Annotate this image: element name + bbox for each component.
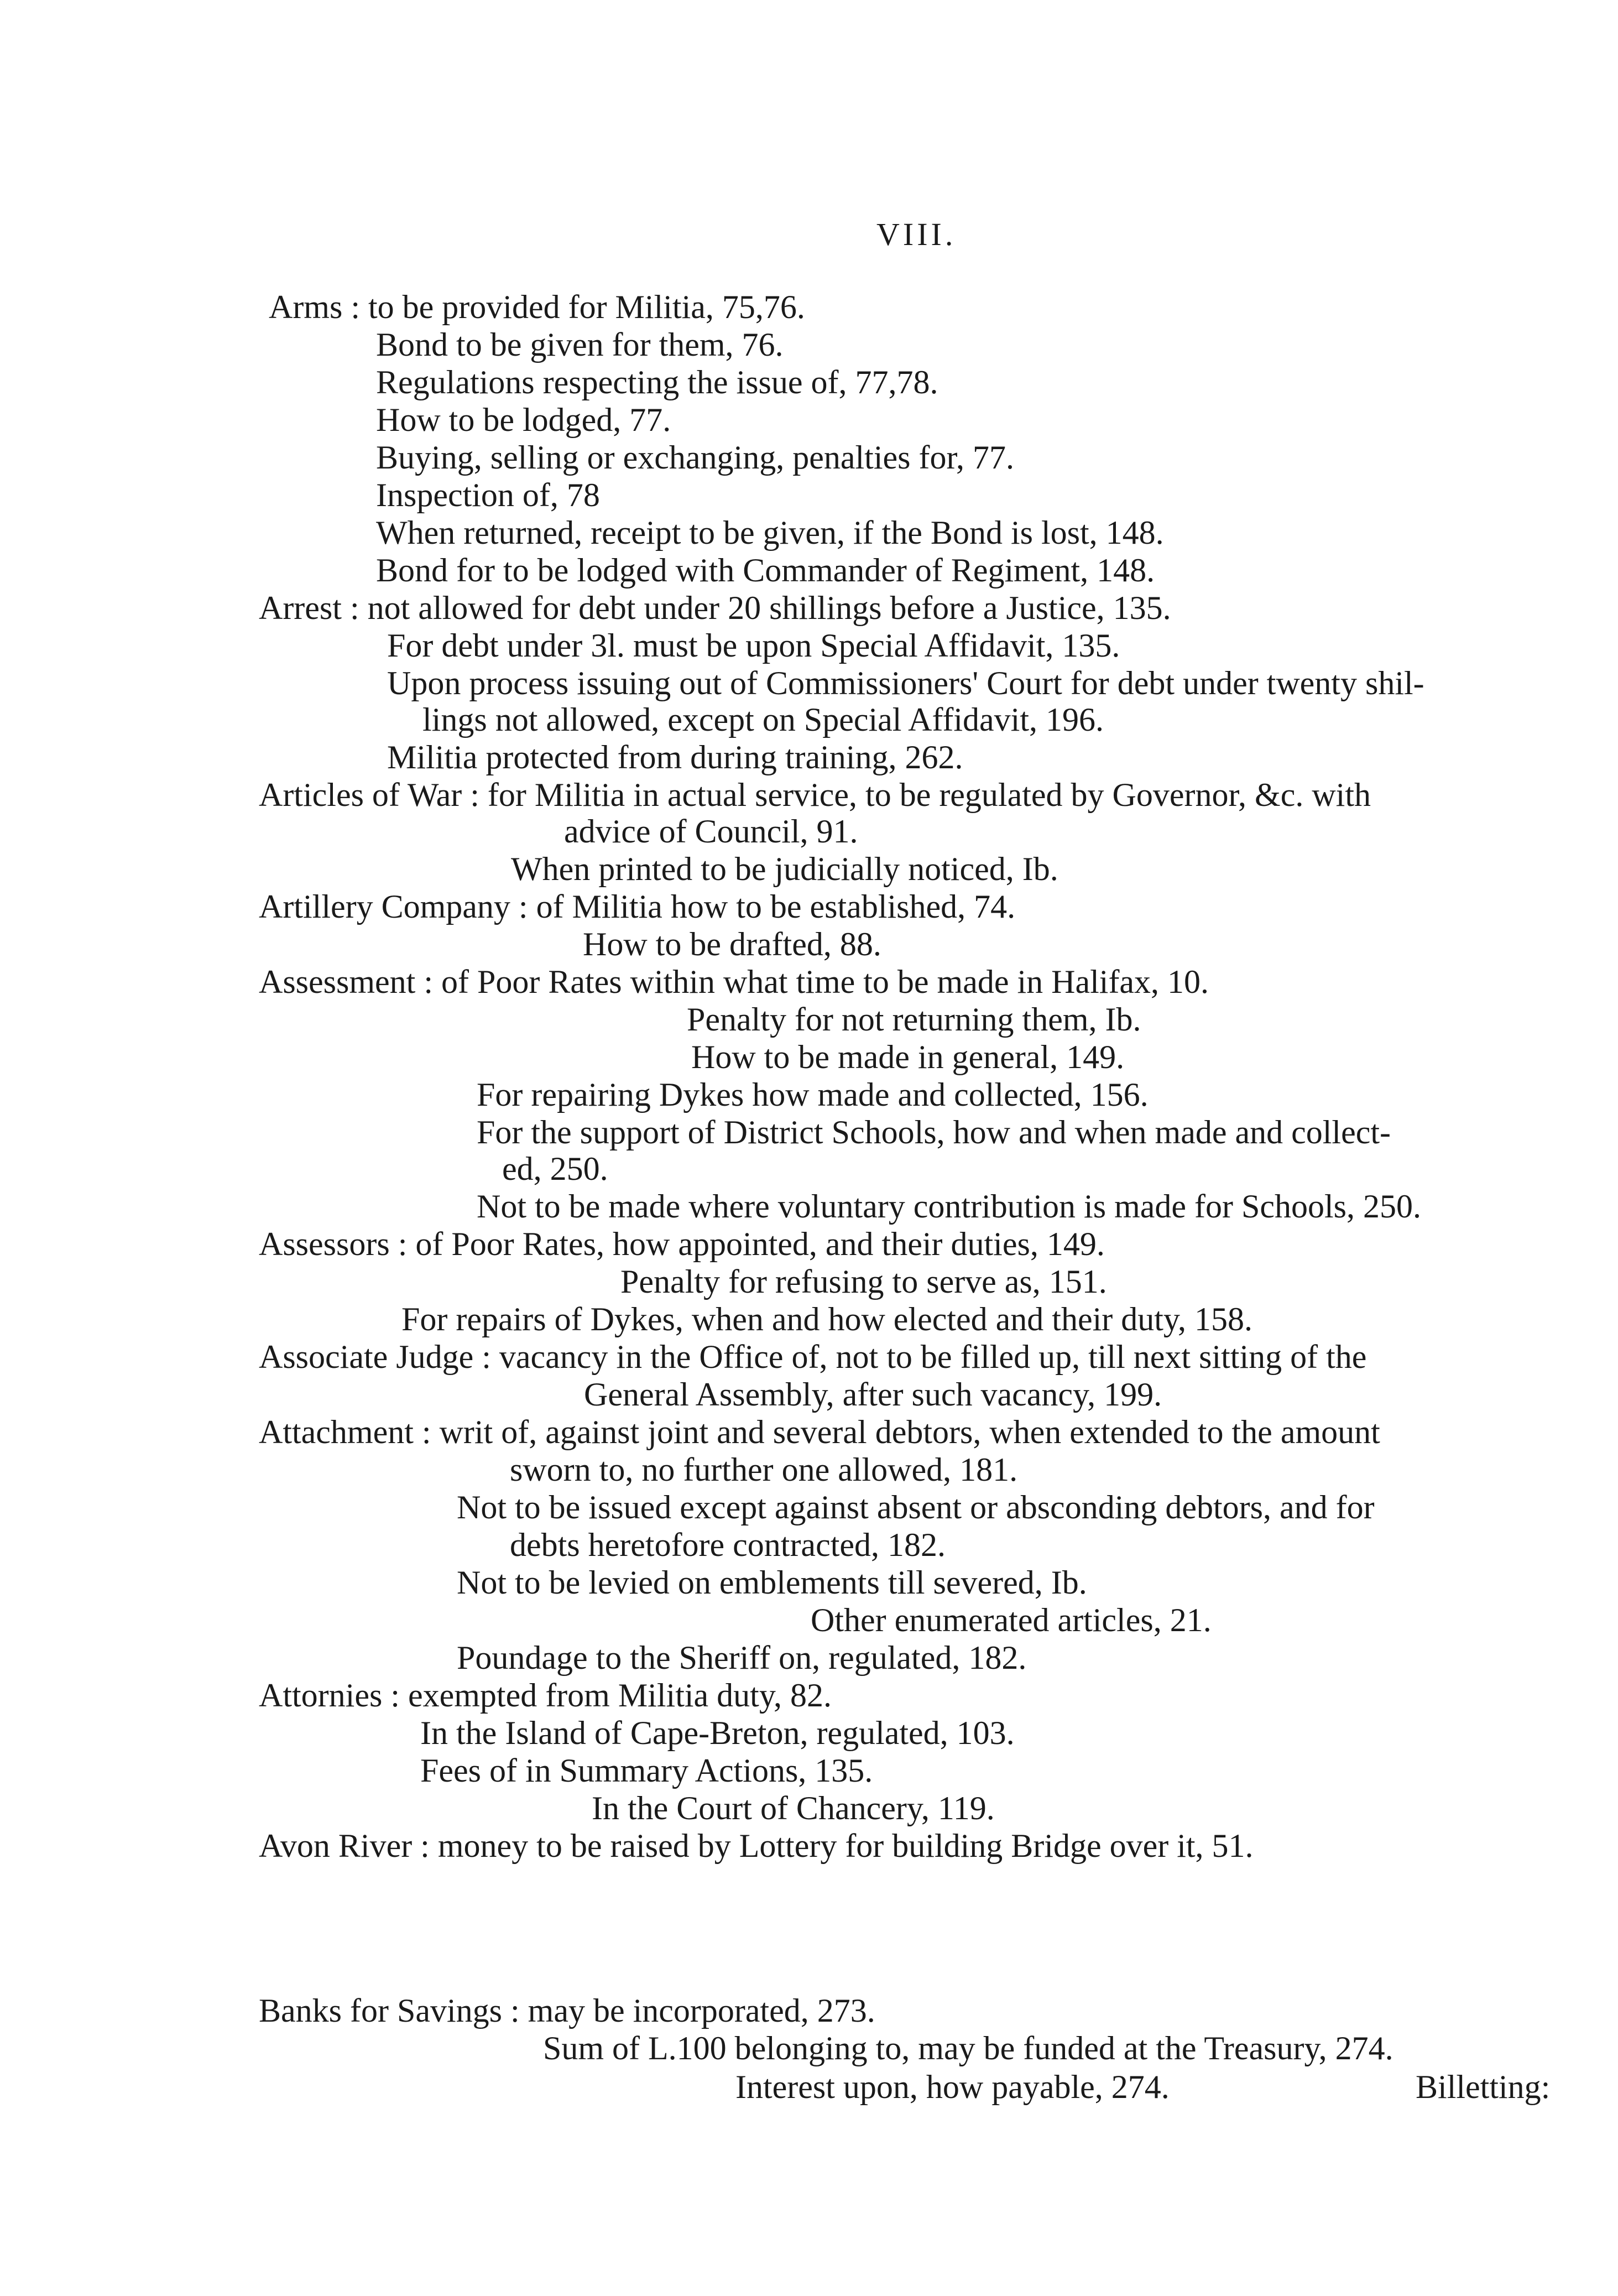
sub-entry: Not to be made where voluntary contribution is made for Schools, 250. (477, 1188, 1421, 1225)
sub-entry: Not to be issued except against absent or absconding debtors, and for (457, 1489, 1375, 1526)
sub-entry: Regulations respecting the issue of, 77,78. (376, 364, 938, 400)
sub-entry: How to be drafted, 88. (583, 926, 881, 962)
catchword: Billetting: (1416, 2069, 1551, 2105)
sub-entry: When returned, receipt to be given, if the Bond is lost, 148. (376, 514, 1164, 551)
sub-entry: Bond for to be lodged with Commander of Regiment, 148. (376, 552, 1155, 589)
sub-entry: Inspection of, 78 (376, 477, 600, 513)
entry-artillery-company: Artillery Company : of Militia how to be established, 74. (259, 888, 1016, 925)
continuation-line: lings not allowed, except on Special Affidavit, 196. (422, 701, 1104, 738)
sub-entry: Buying, selling or exchanging, penalties for, 77. (376, 439, 1015, 476)
sub-entry: Other enumerated articles, 21. (811, 1602, 1212, 1638)
sub-entry: In the Court of Chancery, 119. (592, 1790, 995, 1826)
page-number: VIII. (876, 216, 957, 252)
entry-associate-judge: Associate Judge : vacancy in the Office of, not to be filled up, till next sitting of the (259, 1339, 1367, 1375)
entry-banks-for-savings: Banks for Savings : may be incorporated, 273. (259, 1992, 875, 2029)
sub-entry: Militia protected from during training, 262. (387, 739, 963, 775)
sub-entry: When printed to be judicially noticed, Ib. (511, 851, 1058, 887)
continuation-line: General Assembly, after such vacancy, 199. (584, 1376, 1162, 1413)
sub-entry: For repairs of Dykes, when and how elected and their duty, 158. (401, 1301, 1253, 1337)
entry-assessors: Assessors : of Poor Rates, how appointed, and their duties, 149. (259, 1226, 1105, 1262)
sub-entry: Not to be levied on emblements till severed, Ib. (457, 1564, 1087, 1601)
continuation-line: ed, 250. (502, 1150, 608, 1187)
sub-entry: Upon process issuing out of Commissioners' Court for debt under twenty shil- (387, 665, 1424, 701)
sub-entry: For the support of District Schools, how and when made and collect- (477, 1114, 1391, 1150)
entry-avon-river: Avon River : money to be raised by Lottery for building Bridge over it, 51. (259, 1828, 1254, 1864)
sub-entry: Bond to be given for them, 76. (376, 326, 784, 363)
continuation-line: advice of Council, 91. (564, 813, 858, 850)
entry-articles-of-war: Articles of War : for Militia in actual service, to be regulated by Governor, &c. with (259, 777, 1371, 813)
sub-entry: How to be lodged, 77. (376, 402, 671, 438)
sub-entry: How to be made in general, 149. (691, 1039, 1125, 1075)
entry-arms: Arms : to be provided for Militia, 75,76. (269, 289, 805, 325)
continuation-line: sworn to, no further one allowed, 181. (510, 1451, 1018, 1488)
sub-entry: Penalty for refusing to serve as, 151. (620, 1263, 1107, 1300)
entry-arrest: Arrest : not allowed for debt under 20 shillings before a Justice, 135. (259, 590, 1171, 626)
sub-entry: Poundage to the Sheriff on, regulated, 182. (457, 1639, 1027, 1676)
continuation-line: debts heretofore contracted, 182. (510, 1527, 946, 1563)
sub-entry: Fees of in Summary Actions, 135. (420, 1752, 873, 1789)
entry-assessment: Assessment : of Poor Rates within what time to be made in Halifax, 10. (259, 964, 1209, 1000)
sub-entry: Sum of L.100 belonging to, may be funded at the Treasury, 274. (543, 2030, 1393, 2066)
sub-entry: In the Island of Cape-Breton, regulated, 103. (420, 1715, 1015, 1751)
sub-entry: Interest upon, how payable, 274. (735, 2069, 1170, 2105)
sub-entry: Penalty for not returning them, Ib. (687, 1001, 1141, 1038)
entry-attachment: Attachment : writ of, against joint and several debtors, when extended to the amount (259, 1414, 1380, 1450)
entry-attornies: Attornies : exempted from Militia duty, 82. (259, 1677, 832, 1714)
sub-entry: For repairing Dykes how made and collected, 156. (477, 1076, 1149, 1113)
sub-entry: For debt under 3l. must be upon Special Affidavit, 135. (387, 627, 1120, 664)
